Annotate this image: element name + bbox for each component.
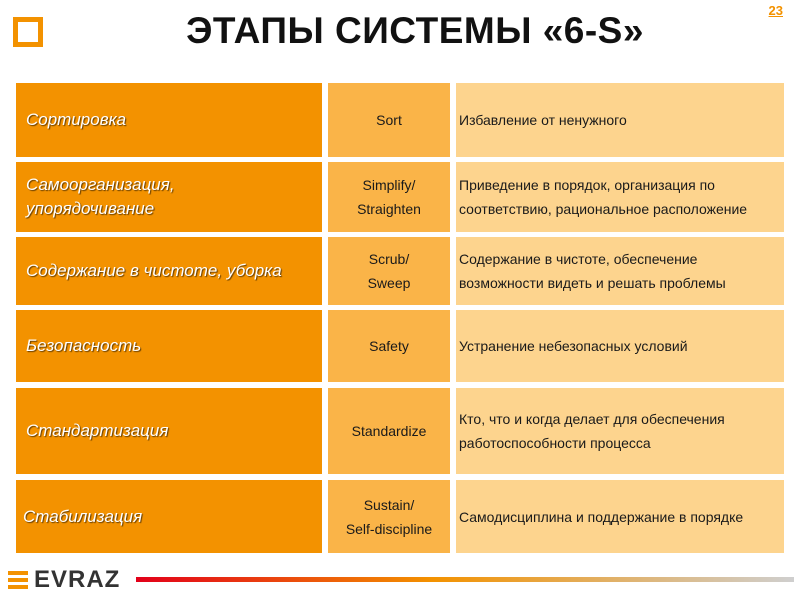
table-row — [16, 310, 784, 382]
table-row — [16, 83, 784, 157]
description-cell — [456, 162, 784, 232]
evraz-logo — [8, 568, 120, 592]
english-label: Scrub/ Sweep — [367, 251, 411, 291]
stage-label: Стабилизация — [23, 506, 143, 526]
description-cell — [456, 83, 784, 157]
stage-cell — [16, 162, 322, 232]
description-cell — [456, 480, 784, 553]
description-label: Устранение небезопасных условий — [459, 338, 688, 354]
stage-cell — [16, 388, 322, 474]
logo-text: EVRAZ — [34, 566, 121, 593]
description-label: Самодисциплина и поддержание в порядке — [459, 508, 744, 525]
english-label: Sort — [376, 112, 402, 128]
description-label: Избавление от ненужного — [459, 112, 627, 128]
description-cell — [456, 310, 784, 382]
english-label: Standardize — [351, 423, 427, 439]
description-label: Кто, что и когда делает для обеспечения работоспособности процесса — [459, 411, 725, 451]
english-cell — [328, 480, 450, 553]
english-cell — [328, 388, 450, 474]
stage-cell — [16, 83, 322, 157]
stage-cell — [16, 310, 322, 382]
description-label: Содержание в чистоте, обеспечение возможности видеть и решать проблемы — [459, 251, 726, 291]
stage-cell — [16, 480, 322, 553]
table-row — [16, 388, 784, 474]
english-label: Sustain/ Self-discipline — [345, 496, 433, 537]
stage-label: Безопасность — [26, 336, 142, 355]
stage-label: Сортировка — [26, 110, 127, 129]
english-cell — [328, 83, 450, 157]
stage-label: Самоорганизация, упорядочивание — [26, 175, 175, 218]
logo-bars-icon — [8, 571, 28, 589]
description-cell — [456, 237, 784, 305]
english-cell — [328, 310, 450, 382]
table-row — [16, 480, 784, 553]
page-title: ЭТАПЫ СИСТЕМЫ «6-S» — [186, 10, 644, 51]
description-label: Приведение в порядок, организация по соответствию, рациональное расположение — [459, 177, 748, 217]
english-label: Safety — [369, 338, 409, 354]
english-cell — [328, 237, 450, 305]
description-cell — [456, 388, 784, 474]
footer-divider — [136, 577, 794, 582]
page-number[interactable]: 23 — [768, 3, 783, 18]
table-row — [16, 237, 784, 305]
table-row — [16, 162, 784, 232]
stage-label: Содержание в чистоте, уборка — [26, 261, 282, 280]
english-cell — [328, 162, 450, 232]
english-label: Simplify/ Straighten — [357, 177, 421, 217]
stage-cell — [16, 237, 322, 305]
stage-label: Стандартизация — [26, 421, 169, 440]
